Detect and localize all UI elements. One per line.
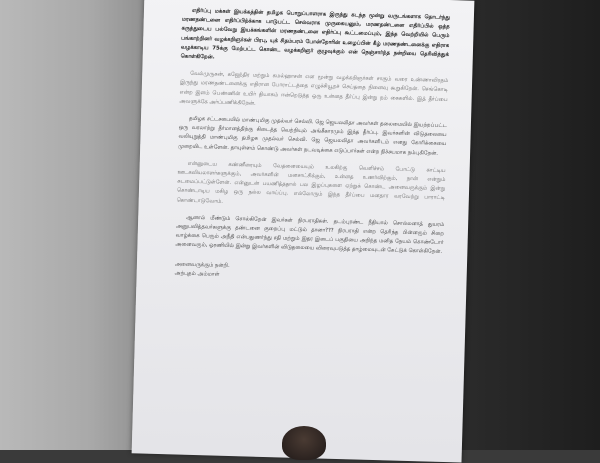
paragraph-5: ஆனால் மீண்டும் சொல்கிறேன் இவர்கள் நிரபராதிகள். தடம்புரண்ட நீதியால் சொல்லனாத் துயரம் அனுபவித்தவர்களுக்கு தண்டனை குறைப்பு மட்டும் தானா??? நிரபராதி என்ற தெரிந்த பின்னரும் சிறை வாழ்க்கை பெரும் அநீதி என்பதுணர்ந்து சதி மற்றும் இதர இடைப் பகுதியை அறிந்த மனித நேயம் கொண்டோர் அனைவரும், ஒரணியில் இன்று இவர்களின் விடுதலையை விரைவுபடுத்த தாழ்மையுடன் கேட்டுக் கொள்கிறேன். [175, 214, 445, 256]
paragraph-3: தமிழக சட்டசபையில் மாண்புமிகு முதல்வர் செல்வி. ஜெ ஜெயலலிதா அவர்கள் தலைமையில் இயற்றப்பட்ட ஒரு வரலாற்று தீர்மானத்திற்கு கிடைத்த வெற்றியும் அங்கீகாரமும் இந்த தீர்ப்பு. இவர்களின் விடுதலையை வலியுறுத்தி மாண்புமிகு தமிழக முதல்வர் செல்வி. ஜெ ஜெயலலிதா அவர்களிடம் எனது கோரிக்கையை முறையிட உள்ளேன். தாயுள்ளம் கொண்டு அவர்கள் நடவடிக்கை எடுப்பார்கள் என்ற நிச்சயமாக நம்புகிறேன். [178, 115, 447, 157]
closing-line: அனைவருக்கும் நன்றி. [174, 261, 230, 269]
dark-background [460, 0, 600, 450]
signature-block [175, 260, 443, 286]
letter-body [175, 7, 450, 286]
desk-surface [0, 0, 150, 450]
paragraph-4: என்னுடைய கண்ணீரையும் வேதனையையும் உலகிற்கு வெளிச்சம் போட்டு காட்டிய ஊடகவியலாளர்களுக்கும், அவர்களின் மனசாட்சிக்கும், உன்னத உணர்விற்கும், நான் என்றும் கடமைப்பட்டுள்ளேன். என்னுடன் பயணித்ததால் பல இழப்புகளை ஏற்றுக் கொண்ட அனைவருக்கும் இன்று கொண்டாடிய மகிழ ஒரு நல்ல வாய்ப்பு. எல்லோரும் இந்த தீர்ப்பை மனதார வரவேற்று பாராட்டி கொண்டாடுவோம். [176, 160, 446, 205]
paragraph-1: எதிர்ப்பு மக்கள் இயக்கத்தின் தமிழக பொறுப்பாளராக இருந்து கடந்த மூன்று வருடங்களாக தொடர்ந்து மரணதண்டனை எதிர்ப்பிற்க்காக பாடுபட்ட செல்வராக முருகையனும், மரணதண்டனை எதிர்ப்பில் ஒத்த கருத்துடைய பல்வேறு இயக்கங்களின் மரணதண்டனை எதிர்ப்பு கூட்டமைப்பும், இந்த வெற்றியில் பெரும் பங்காற்றினர் வழக்கறிஞர்கள் பிரபு, யுக் சிதம்பரம் போன்றோரின் உழைப்பின் கீழ் மரணதண்டனைக்கு எதிராக வழக்காடிய 75க்கு மேற்பட்ட கொண்ட வழக்கறிஞர் குழுவுக்கும் என் நெஞ்சார்ந்த நன்றியை தெரிவித்துக் கொள்கிறேன். [180, 7, 450, 61]
letter-page [132, 0, 475, 463]
thumb [282, 426, 326, 460]
signature-name: அற்புதம் அம்மாள் [174, 270, 220, 278]
paragraph-2: வேல்முருகன், கஜேந்திர மற்றும் கமல்ஹாசன் என மூன்று வழக்கறிஞர்கள் சாகும் வரை உண்ணாவிரதம் இருந்து மரணதண்டனைக்கு எதிரான போராட்டத்தை எழுச்சியூறச் செய்ததை நினைவு கூறுகிறேன். செங்கொடி என்ற இளம் பெண்ணின் உயிர் தியாகம் ஈன்றெடுத்த ஒரு உன்னத தீர்ப்பு இன்று நம் கைகளில். இத் தீர்ப்பை அவளுக்கே அர்ப்பணிக்கிறேன். [179, 71, 449, 107]
